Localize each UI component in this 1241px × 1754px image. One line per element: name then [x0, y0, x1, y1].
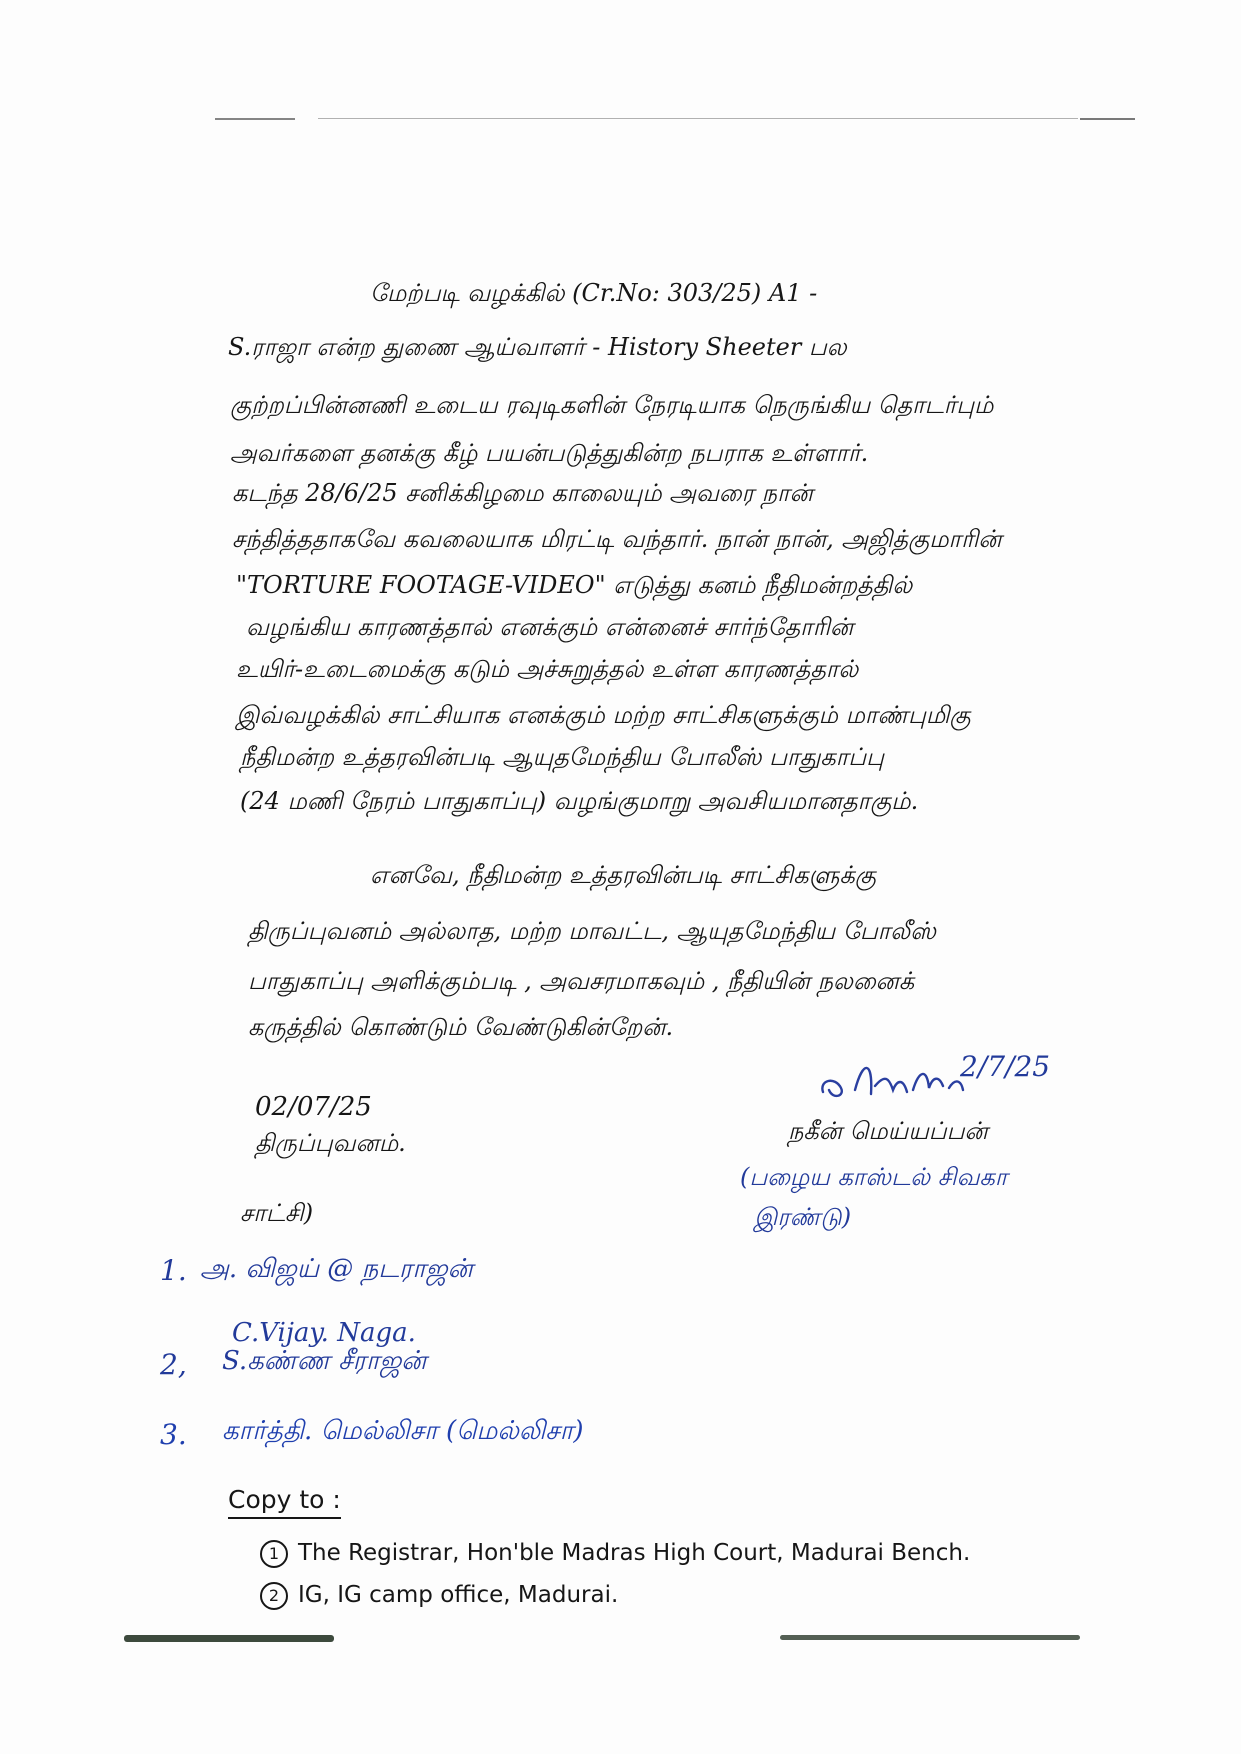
- witness-number: 3.: [160, 1418, 187, 1451]
- copy-item-number: 1: [260, 1540, 288, 1568]
- letter-line: அவர்களை தனக்கு கீழ் பயன்படுத்துகின்ற நபராக உள்ளார்.: [230, 439, 869, 467]
- letter-line: கருத்தில் கொண்டும் வேண்டுகின்றேன்.: [248, 1013, 674, 1041]
- letter-line: பாதுகாப்பு அளிக்கும்படி , அவசரமாகவும் , நீதியின் நலனைக்: [248, 967, 915, 995]
- signature-date: 2/7/25: [960, 1050, 1051, 1083]
- letter-line: சந்தித்ததாகவே கவலையாக மிரட்டி வந்தார். நான் நான், அஜித்குமாரின்: [232, 525, 1002, 553]
- letter-line: S.ராஜா என்ற துணை ஆய்வாளர் - History Sheeter பல: [228, 333, 847, 361]
- letter-line: "TORTURE FOOTAGE-VIDEO" எடுத்து கனம் நீதிமன்றத்தில்: [236, 571, 913, 599]
- letter-place: திருப்புவனம்.: [255, 1129, 406, 1157]
- copy-to-item: [260, 1538, 970, 1568]
- witness-label: சாட்சி): [240, 1199, 314, 1227]
- copy-item-text: The Registrar, Hon'ble Madras High Court, Madurai Bench.: [298, 1540, 971, 1566]
- letter-line: உயிர்-உடைமைக்கு கடும் அச்சுறுத்தல் உள்ள காரணத்தால்: [236, 655, 859, 683]
- letter-line: எனவே, நீதிமன்ற உத்தரவின்படி சாட்சிகளுக்கு: [370, 861, 877, 889]
- signatory-relation-line2: இரண்டு): [754, 1203, 852, 1231]
- letter-date: 02/07/25: [255, 1092, 372, 1122]
- letter-line: (24 மணி நேரம் பாதுகாப்பு) வழங்குமாறு அவசியமானதாகும்.: [240, 787, 919, 815]
- signatory-name: நகீன் மெய்யப்பன்: [788, 1117, 988, 1145]
- letter-line: குற்றப்பின்னணி உடைய ரவுடிகளின் நேரடியாக நெருங்கிய தொடர்பும்: [230, 391, 994, 419]
- letter-line: கடந்த 28/6/25 சனிக்கிழமை காலையும் அவரை நான்: [232, 479, 813, 507]
- copy-item-text: IG, IG camp office, Madurai.: [298, 1582, 619, 1608]
- copy-item-number: 2: [260, 1582, 288, 1610]
- letter-line: மேற்படி வழக்கில் (Cr.No: 303/25) A1 -: [370, 279, 818, 307]
- witness-number: 2,: [160, 1348, 187, 1381]
- signatory-relation-line1: (பழைய காஸ்டல் சிவகா: [740, 1163, 1008, 1191]
- witness-name: அ. விஜய் @ நடராஜன்: [200, 1254, 473, 1284]
- witness-signature: C.Vijay. Naga.: [232, 1318, 416, 1348]
- letter-line: இவ்வழக்கில் சாட்சியாக எனக்கும் மற்ற சாட்சிகளுக்கும் மாண்புமிகு: [236, 701, 971, 729]
- copy-to-heading: Copy to :: [228, 1485, 341, 1519]
- copy-to-item: [260, 1580, 618, 1610]
- witness-number: 1.: [160, 1254, 187, 1287]
- letter-line: திருப்புவனம் அல்லாத, மற்ற மாவட்ட, ஆயுதமேந்திய போலீஸ்: [248, 917, 936, 945]
- letter-line: நீதிமன்ற உத்தரவின்படி ஆயுதமேந்திய போலீஸ் பாதுகாப்பு: [240, 743, 884, 771]
- letter-line: வழங்கிய காரணத்தால் எனக்கும் என்னைச் சார்ந்தோரின்: [246, 613, 854, 641]
- witness-name: S.கண்ண சீராஜன்: [222, 1346, 427, 1376]
- witness-name: கார்த்தி. மெல்லிசா (மெல்லிசா): [222, 1416, 584, 1446]
